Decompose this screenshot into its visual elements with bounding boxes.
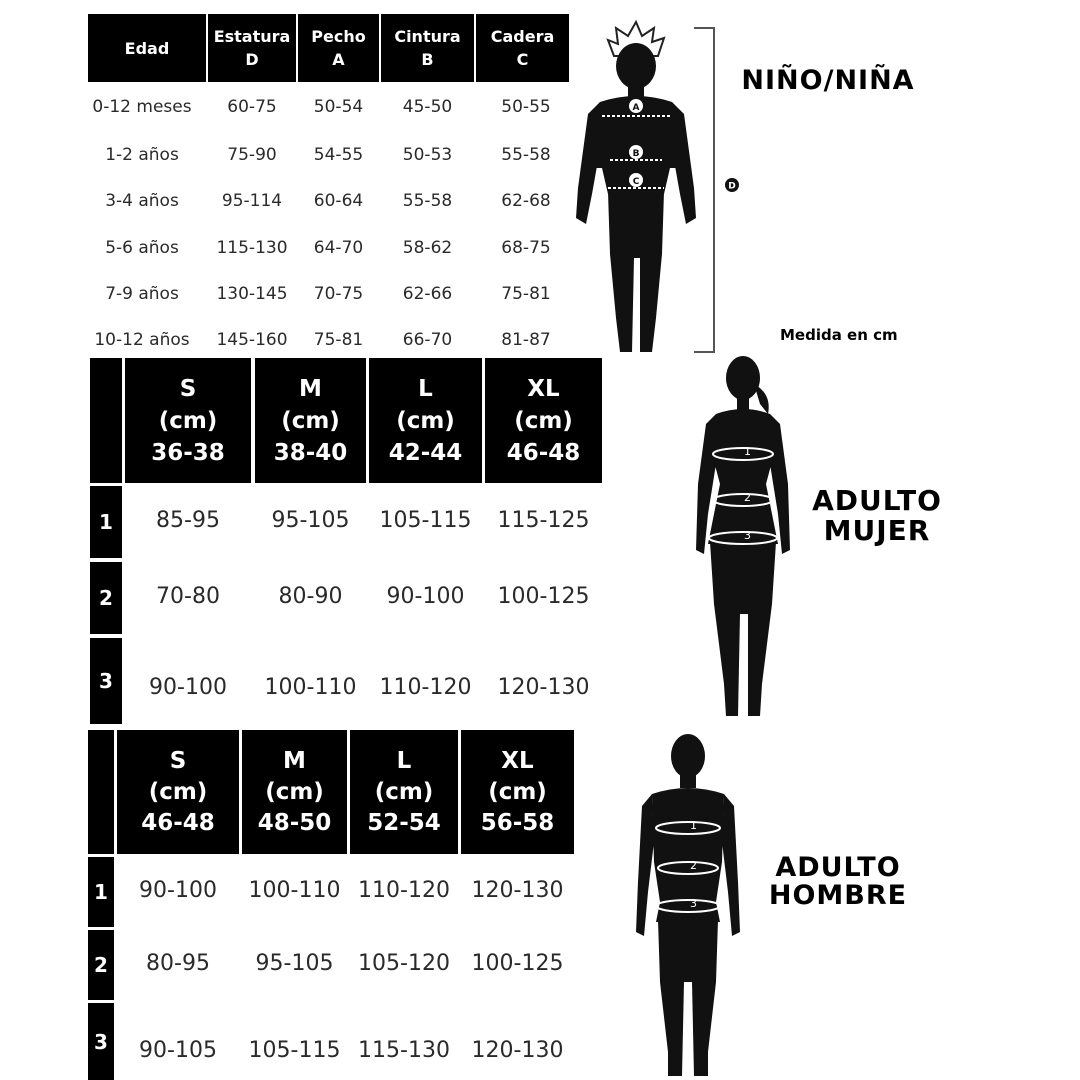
men-cell: 120-130 [471, 1038, 564, 1063]
women-title-line1: ADULTO [812, 484, 942, 517]
women-header-corner [90, 358, 122, 483]
woman-marker-2: 2 [744, 491, 751, 504]
marker-d-label: D [728, 181, 736, 192]
man-marker-1: 1 [690, 819, 697, 832]
kids-header-hip: Cadera C [476, 14, 569, 82]
kids-cell: 62-68 [501, 191, 551, 211]
women-cell: 120-130 [497, 675, 590, 700]
men-title-line2: HOMBRE [768, 880, 908, 911]
men-header-corner [88, 730, 114, 854]
women-header-s: S (cm) 36-38 [125, 358, 251, 483]
men-cell: 110-120 [358, 878, 450, 903]
men-cell: 105-115 [248, 1038, 341, 1063]
kids-cell: 75-81 [501, 284, 551, 304]
men-title-line1: ADULTO [775, 852, 901, 883]
women-cell: 110-120 [379, 675, 472, 700]
men-row-label-1: 1 [88, 857, 114, 927]
men-header-s: S (cm) 46-48 [117, 730, 239, 854]
kids-cell: 145-160 [216, 330, 288, 350]
women-cell: 85-95 [156, 508, 220, 533]
women-cell: 90-100 [149, 675, 227, 700]
women-cell: 80-90 [278, 584, 343, 609]
women-title-line2: MUJER [823, 514, 931, 547]
kids-header-chest: Pecho A [298, 14, 379, 82]
men-header-l: L (cm) 52-54 [350, 730, 458, 854]
kids-cell: 66-70 [402, 330, 453, 350]
kids-cell: 50-53 [402, 145, 453, 165]
women-row-label-2: 2 [90, 562, 122, 634]
measure-unit-note: Medida en cm [780, 326, 898, 344]
kids-cell: 0-12 meses [92, 97, 192, 117]
men-cell: 95-105 [255, 951, 334, 976]
kids-header-height: Estatura D [208, 14, 296, 82]
child-silhouette-figure [566, 18, 736, 358]
marker-a-label: A [632, 103, 640, 113]
women-cell: 90-100 [386, 584, 465, 609]
kids-cell: 75-90 [227, 145, 277, 165]
men-cell: 100-110 [248, 878, 341, 903]
men-row-label-2: 2 [88, 930, 114, 1000]
men-cell: 120-130 [471, 878, 564, 903]
kids-cell: 50-54 [313, 97, 364, 117]
men-cell: 115-130 [358, 1038, 450, 1063]
men-row-label-3: 3 [88, 1003, 114, 1080]
kids-header-age: Edad [88, 14, 206, 82]
kids-cell: 60-64 [313, 191, 364, 211]
marker-c-label: C [632, 177, 640, 187]
men-cell: 90-105 [139, 1038, 217, 1063]
kids-cell: 68-75 [501, 238, 551, 258]
kids-cell: 5-6 años [105, 238, 179, 258]
man-silhouette-figure [632, 732, 744, 1078]
kids-cell: 3-4 años [105, 191, 179, 211]
kids-cell: 62-66 [402, 284, 453, 304]
women-header-xl: XL (cm) 46-48 [485, 358, 602, 483]
women-row-label-1: 1 [90, 486, 122, 558]
women-row-label-3: 3 [90, 638, 122, 724]
women-header-m: M (cm) 38-40 [255, 358, 366, 483]
kids-cell: 130-145 [216, 284, 288, 304]
men-header-m: M (cm) 48-50 [242, 730, 347, 854]
women-header-l: L (cm) 42-44 [369, 358, 482, 483]
kids-cell: 55-58 [501, 145, 551, 165]
woman-marker-3: 3 [744, 529, 751, 542]
women-cell: 115-125 [497, 508, 590, 533]
woman-silhouette-figure [688, 354, 798, 722]
kids-cell: 50-55 [501, 97, 551, 117]
man-marker-2: 2 [690, 859, 697, 872]
kids-cell: 10-12 años [94, 330, 190, 350]
kids-cell: 70-75 [313, 284, 364, 304]
women-cell: 100-125 [497, 584, 590, 609]
marker-b-label: B [632, 149, 640, 159]
women-cell: 70-80 [156, 584, 220, 609]
kids-cell: 7-9 años [105, 284, 179, 304]
men-cell: 80-95 [146, 951, 210, 976]
kids-cell: 58-62 [402, 238, 453, 258]
kids-cell: 60-75 [227, 97, 277, 117]
men-cell: 105-120 [358, 951, 450, 976]
men-cell: 90-100 [139, 878, 217, 903]
kids-cell: 81-87 [501, 330, 551, 350]
women-cell: 100-110 [264, 675, 357, 700]
kids-cell: 1-2 años [105, 145, 179, 165]
kids-cell: 45-50 [402, 97, 453, 117]
kids-title: NIÑO/NIÑA [741, 65, 915, 96]
men-cell: 100-125 [471, 951, 564, 976]
kids-cell: 54-55 [313, 145, 364, 165]
marker-d-icon [724, 177, 740, 193]
men-header-xl: XL (cm) 56-58 [461, 730, 574, 854]
woman-marker-1: 1 [744, 445, 751, 458]
kids-cell: 115-130 [216, 238, 288, 258]
man-marker-3: 3 [690, 897, 697, 910]
kids-cell: 55-58 [402, 191, 453, 211]
kids-cell: 64-70 [313, 238, 364, 258]
women-cell: 105-115 [379, 508, 472, 533]
kids-header-waist: Cintura B [381, 14, 474, 82]
kids-cell: 95-114 [221, 191, 283, 211]
kids-cell: 75-81 [313, 330, 364, 350]
women-cell: 95-105 [271, 508, 350, 533]
